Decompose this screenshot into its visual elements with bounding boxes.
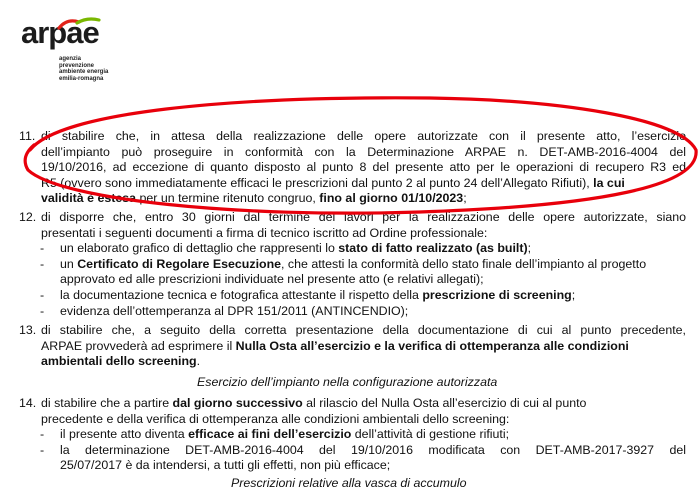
- item-12-line-1: di disporre che, entro 30 giorni dal termine dei lavori per la realizzazione delle opere autorizzate, siano: [41, 210, 686, 224]
- section-heading-prescrizioni: Prescrizioni relative alla vasca di accumulo: [231, 476, 467, 490]
- item-11-number: 11.: [19, 129, 36, 143]
- item-12-bullet-2: un Certificato di Regolare Esecuzione, che attesti la conformità dello stato finale dell’impianto al progetto: [60, 256, 647, 271]
- item-11-line-1: di stabilire che, in attesa della realizzazione delle opere autorizzate con il presente atto, l’esercizio: [41, 129, 686, 143]
- bullet-dash: -: [40, 256, 45, 271]
- item-14-bullet-2-cont: 25/07/2017 è da intendersi, a tutti gli effetti, non più efficace;: [60, 458, 391, 473]
- item-11-line-4: R5 (ovvero sono immediatamente efficaci le prescrizioni dal punto 2 al punto 24 dell’Allegato Rifiuti), la cui: [41, 175, 625, 190]
- logo-subtitle: agenzia prevenzione ambiente energia emilia-romagna: [59, 56, 109, 82]
- item-12-bullet-3: la documentazione tecnica e fotografica attestante il rispetto della prescrizione di screening;: [60, 288, 576, 302]
- item-12-bullet-2-cont: approvato ed alle prescrizioni individuate nel presente atto (e relativi allegati);: [60, 272, 484, 287]
- logo-wordmark: arpae: [21, 15, 99, 50]
- item-13-number: 13.: [19, 323, 37, 337]
- item-14-number: 14.: [19, 396, 37, 410]
- bullet-dash: -: [40, 241, 45, 256]
- bullet-dash: -: [40, 288, 45, 302]
- item-14-line-2: precedente e della verifica di ottemperanza alle condizioni ambientali dello screening:: [41, 411, 510, 426]
- item-11-line-3: 19/10/2016, ad eccezione di quanto disposto al punto 8 del presente atto per le operazioni di recupero R3 ed: [41, 160, 686, 175]
- item-11-line-5: validità è estesa per un termine ritenuto congruo, fino al giorno 01/10/2023;: [41, 191, 467, 206]
- item-13-line-2: ARPAE provvederà ad esprimere il Nulla Osta all’esercizio e la verifica di ottemperanza alle condizioni: [41, 338, 629, 353]
- bullet-dash: -: [40, 303, 45, 318]
- item-12-number: 12.: [19, 210, 37, 224]
- item-13-line-3: ambientali dello screening.: [41, 354, 201, 369]
- item-12-bullet-1: un elaborato grafico di dettaglio che rappresenti lo stato di fatto realizzato (as built);: [60, 241, 532, 256]
- section-heading-esercizio: Esercizio dell’impianto nella configurazione autorizzata: [197, 375, 498, 389]
- item-12-bullet-4: evidenza dell’ottemperanza al DPR 151/2011 (ANTINCENDIO);: [60, 303, 409, 318]
- item-14-bullet-1: il presente atto diventa efficace ai fini dell’esercizio dell’attività di gestione rifiuti;: [60, 427, 510, 442]
- item-14-line-1: di stabilire che a partire dal giorno successivo al rilascio del Nulla Osta all’esercizio di cui al punto: [41, 396, 587, 410]
- item-12-line-2: presentati i seguenti documenti a firma di tecnico iscritto ad Ordine professionale:: [41, 225, 488, 240]
- item-11-line-2: dell’impianto può proseguire in conformità con la Determinazione ARPAE n. DET-AMB-2016-4004 del: [41, 144, 686, 159]
- bullet-dash: -: [40, 427, 45, 442]
- bullet-dash: -: [40, 442, 45, 457]
- item-13-line-1: di stabilire che, a seguito della corretta presentazione della documentazione di cui al punto precedente,: [41, 323, 686, 337]
- item-14-bullet-2: la determinazione DET-AMB-2016-4004 del 19/10/2016 modificata con DET-AMB-2017-3927 del: [60, 442, 686, 457]
